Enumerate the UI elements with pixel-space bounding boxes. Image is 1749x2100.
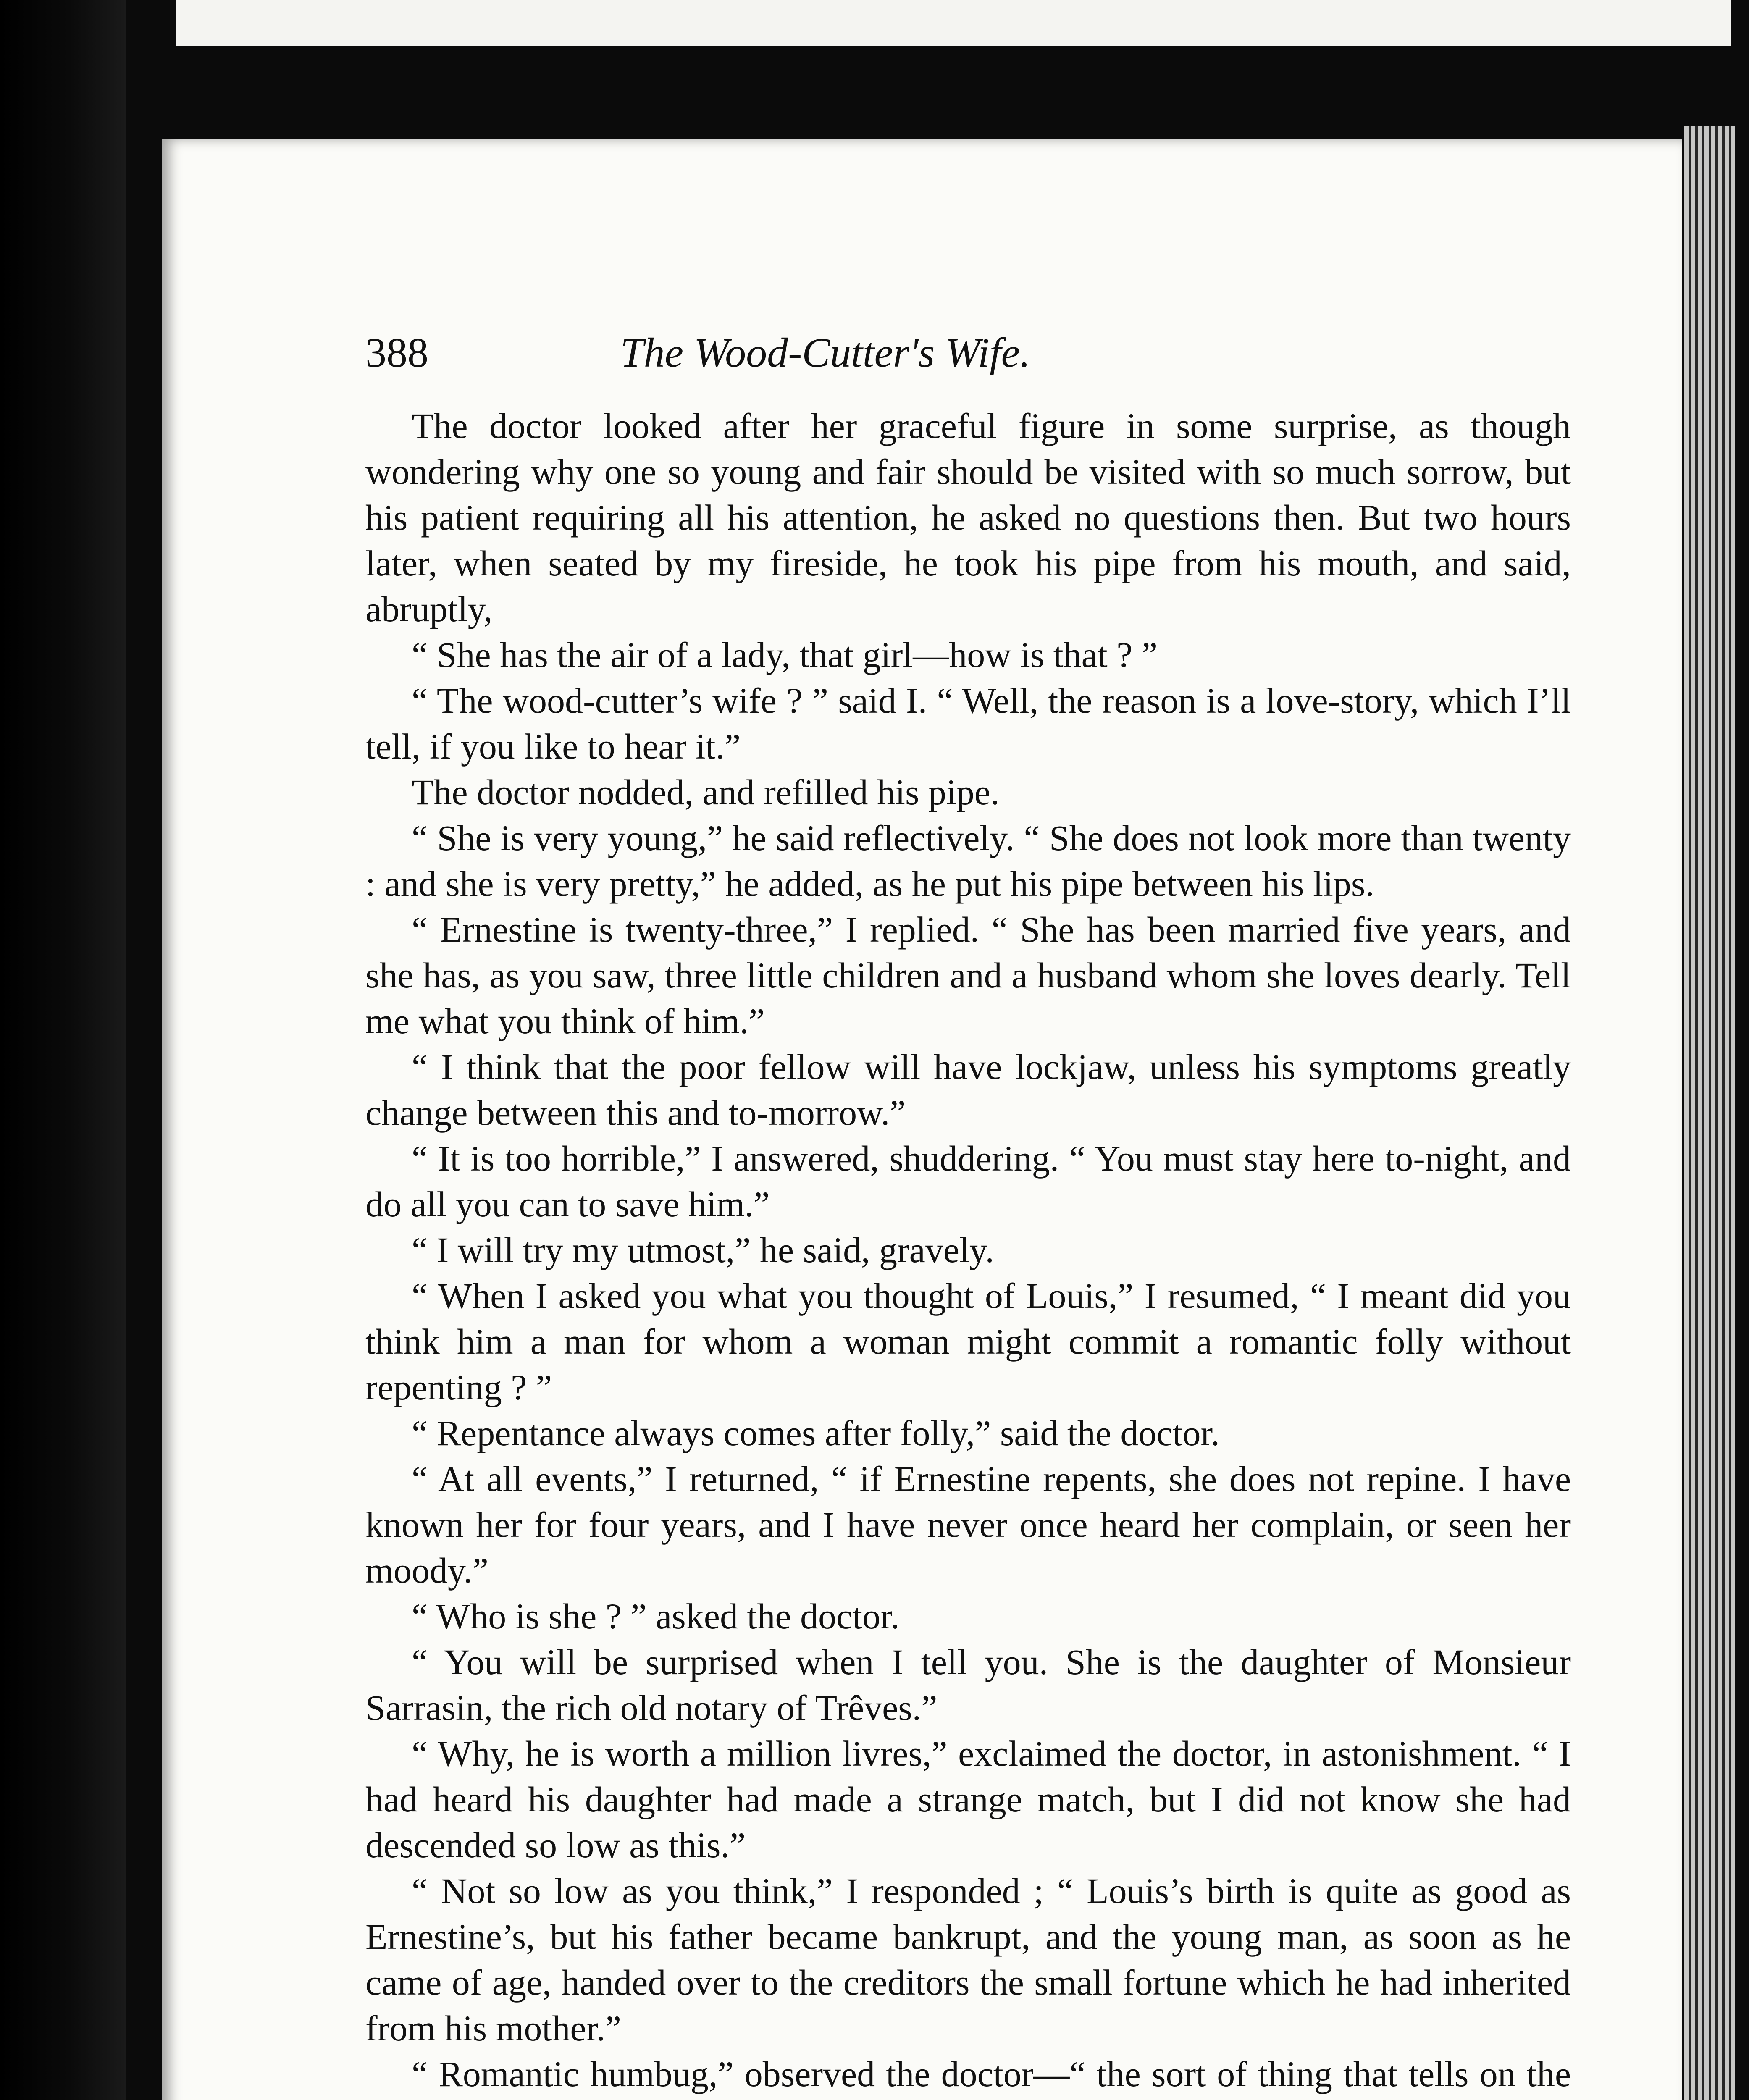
- paragraph: “ She has the air of a lady, that girl—how is that ? ”: [412, 635, 1158, 675]
- paragraph: The doctor looked after her graceful figure in some surprise, as though wondering why one so young and fair should be visited with so much sorrow, but his patient requiring all his attention, he asked no questions then. But two hours later, when seated by my fireside, he took his pipe from his mouth, and said, abruptly,: [365, 406, 1571, 629]
- running-title: The Wood-Cutter's Wife.: [620, 329, 1031, 376]
- paragraph: “ At all events,” I returned, “ if Ernestine repents, she does not repine. I have known her for four years, and I have never once heard her complain, or seen her moody.”: [365, 1459, 1571, 1591]
- body-text: [365, 403, 1571, 2100]
- paragraph: “ You will be surprised when I tell you. She is the daughter of Monsieur Sarrasin, the rich old notary of Trêves.”: [365, 1642, 1571, 1728]
- paragraph: “ Ernestine is twenty-three,” I replied. “ She has been married five years, and she has, as you saw, three little children and a husband whom she loves dearly. Tell me what you think of him.”: [365, 909, 1571, 1041]
- paragraph: “ Why, he is worth a million livres,” exclaimed the doctor, in astonishment. “ I had heard his daughter had made a strange match, but I did not know she had descended so low as this.”: [365, 1733, 1571, 1865]
- paragraph: “ I think that the poor fellow will have lockjaw, unless his symptoms greatly change between this and to-morrow.”: [365, 1047, 1571, 1133]
- paragraph: “ It is too horrible,” I answered, shuddering. “ You must stay here to-night, and do all you can to save him.”: [365, 1138, 1571, 1224]
- running-head: [365, 328, 1218, 378]
- paragraph: “ When I asked you what you thought of Louis,” I resumed, “ I meant did you think him a man for whom a woman might commit a romantic folly without repenting ? ”: [365, 1276, 1571, 1407]
- page-number: 388: [365, 329, 428, 376]
- paragraph: “ The wood-cutter’s wife ? ” said I. “ Well, the reason is a love-story, which I’ll tell, if you like to hear it.”: [365, 680, 1571, 766]
- paragraph: “ Not so low as you think,” I responded ; “ Louis’s birth is quite as good as Ernestine’s, but his father became bankrupt, and the young man, as soon as he came of age, handed over to the creditors the small fortune which he had inherited from his mother.”: [365, 1871, 1571, 2048]
- paragraph: “ Repentance always comes after folly,” said the doctor.: [412, 1413, 1220, 1453]
- paragraph: “ Romantic humbug,” observed the doctor—“ the sort of thing that tells on the: [412, 2054, 1571, 2094]
- paragraph: The doctor nodded, and refilled his pipe.: [412, 772, 1000, 812]
- paragraph: “ She is very young,” he said reflectively. “ She does not look more than twenty : and she is very pretty,” he added, as he put his pipe between his lips.: [365, 818, 1571, 904]
- page-stack-edge: [1684, 126, 1735, 2100]
- book-spine-shadow: [0, 0, 126, 2100]
- paragraph: “ I will try my utmost,” he said, gravely.: [412, 1230, 994, 1270]
- previous-page-edge: [176, 0, 1731, 46]
- paragraph: “ Who is she ? ” asked the doctor.: [412, 1596, 900, 1636]
